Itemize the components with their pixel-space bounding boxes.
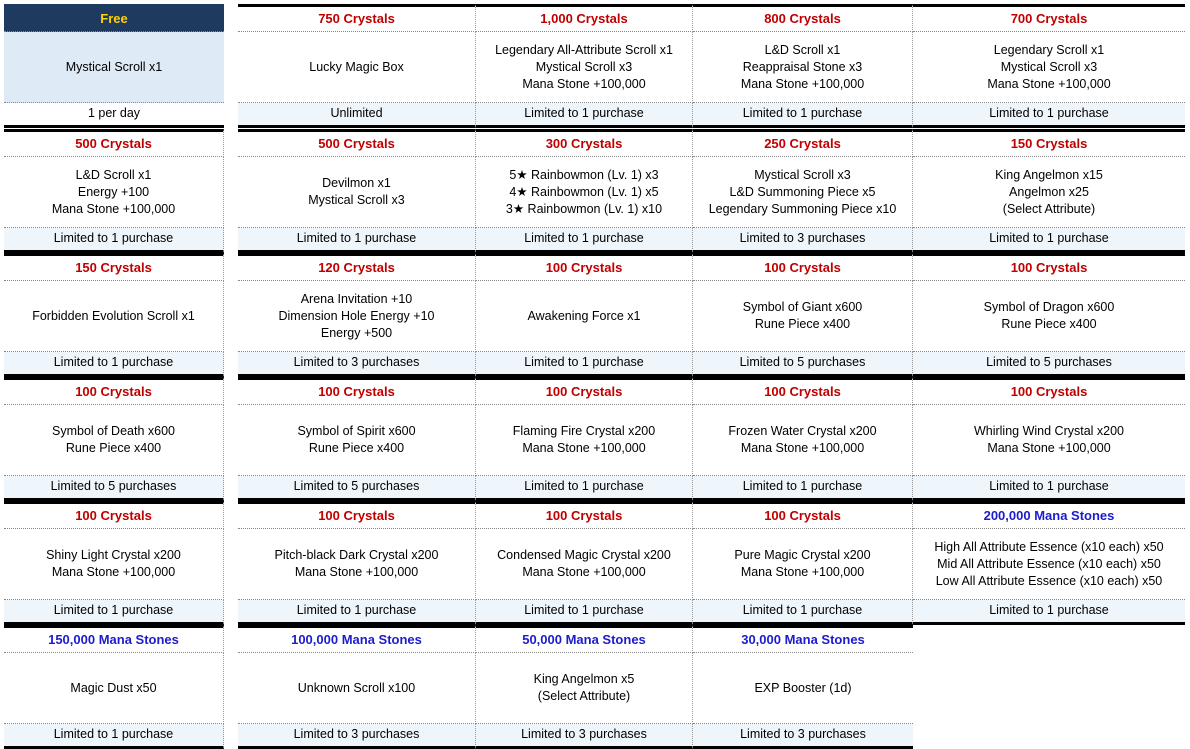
pack-content-line: Whirling Wind Crystal x200 [973,424,1125,438]
pack-contents [4,281,224,352]
pack-card [913,129,1185,253]
pack-content-line: Reappraisal Stone x3 [742,59,863,74]
pack-contents [913,32,1185,103]
pack-content-line: Symbol of Spirit x600 [297,424,416,438]
pack-content-line: Energy +100 [77,184,150,199]
pack-price: 100 Crystals [476,501,693,529]
pack-card [238,501,476,625]
pack-content-line: Mana Stone +100,000 [51,201,176,216]
pack-content-line: King Angelmon x5 [533,672,635,686]
pack-card [693,129,913,253]
pack-contents [4,32,224,103]
pack-contents [238,281,476,352]
pack-content-line: 4★ Rainbowmon (Lv. 1) x5 [509,184,659,199]
pack-content-line: Mystical Scroll x3 [1000,59,1098,74]
pack-card [4,501,224,625]
pack-purchase-limit: 1 per day [4,103,224,128]
pack-price: 150 Crystals [913,129,1185,157]
pack-price: 100 Crystals [913,377,1185,405]
pack-purchase-limit: Limited to 1 purchase [693,476,913,501]
pack-card [913,501,1185,625]
pack-card [4,4,224,128]
pack-price: 100 Crystals [4,377,224,405]
pack-content-line: Magic Dust x50 [70,680,157,695]
pack-price: 100 Crystals [476,253,693,281]
pack-price: 750 Crystals [238,4,476,32]
pack-card [238,129,476,253]
pack-purchase-limit: Limited to 3 purchases [693,724,913,749]
pack-card [4,377,224,501]
pack-content-line: Rune Piece x400 [754,317,851,331]
pack-contents [476,529,693,600]
pack-contents [693,529,913,600]
pack-card [4,625,224,749]
pack-card [913,377,1185,501]
pack-price: 100 Crystals [238,377,476,405]
pack-price: 100 Crystals [693,253,913,281]
pack-price: 300 Crystals [476,129,693,157]
pack-card [476,377,693,501]
pack-card [476,625,693,749]
pack-content-line: Mana Stone +100,000 [522,565,646,579]
pack-card [913,4,1185,128]
pack-content-line: Mystical Scroll x3 [535,59,633,74]
pack-price: 150 Crystals [4,253,224,281]
pack-content-line: Symbol of Dragon x600 [983,300,1115,314]
pack-purchase-limit: Limited to 1 purchase [4,228,224,253]
pack-content-line: Dimension Hole Energy +10 [278,308,435,323]
pack-purchase-limit: Unlimited [238,103,476,128]
pack-price: 100 Crystals [238,501,476,529]
pack-purchase-limit: Limited to 1 purchase [476,476,693,501]
pack-purchase-limit: Limited to 1 purchase [4,600,224,625]
pack-contents [476,653,693,724]
pack-content-line: Flaming Fire Crystal x200 [512,424,656,438]
pack-content-line: Mana Stone +100,000 [522,76,646,91]
pack-content-line: Mystical Scroll x1 [65,59,163,74]
pack-purchase-limit: Limited to 1 purchase [476,600,693,625]
pack-content-line: (Select Attribute) [537,689,631,703]
pack-price: 250 Crystals [693,129,913,157]
pack-contents [476,281,693,352]
pack-content-line: Mana Stone +100,000 [51,565,176,579]
pack-contents [913,405,1185,476]
pack-content-line: Mana Stone +100,000 [294,565,419,579]
pack-purchase-limit: Limited to 5 purchases [4,476,224,501]
pack-content-line: King Angelmon x15 [995,167,1103,182]
pack-contents [693,405,913,476]
pack-card [693,377,913,501]
pack-card [693,4,913,128]
pack-contents [238,405,476,476]
pack-purchase-limit: Limited to 1 purchase [4,352,224,377]
pack-content-line: Rune Piece x400 [65,441,162,455]
pack-content-line: L&D Scroll x1 [764,42,841,57]
pack-content-line: Angelmon x25 [1009,184,1089,199]
pack-content-line: Awakening Force x1 [527,308,641,323]
pack-purchase-limit: Limited to 1 purchase [913,228,1185,253]
pack-contents [913,281,1185,352]
pack-contents [693,653,913,724]
pack-purchase-limit: Limited to 1 purchase [913,600,1185,625]
pack-content-line: Mystical Scroll x3 [754,167,851,182]
pack-contents [693,157,913,228]
pack-card [238,253,476,377]
pack-content-line: Shiny Light Crystal x200 [46,548,181,562]
pack-contents [238,32,476,103]
pack-price: 1,000 Crystals [476,4,693,32]
pack-content-line: Mana Stone +100,000 [740,441,865,455]
pack-content-line: Mana Stone +100,000 [522,441,646,455]
pack-content-line: L&D Summoning Piece x5 [729,184,876,199]
pack-content-line: Legendary Scroll x1 [993,42,1105,57]
pack-content-line: Low All Attribute Essence (x10 each) x50 [935,573,1163,588]
pack-purchase-limit: Limited to 3 purchases [238,352,476,377]
pack-purchase-limit: Limited to 1 purchase [4,724,224,749]
pack-contents [238,529,476,600]
pack-contents [238,157,476,228]
pack-content-line: Symbol of Giant x600 [742,300,863,314]
pack-contents [913,529,1185,600]
pack-price: 50,000 Mana Stones [476,625,693,653]
pack-card [4,129,224,253]
pack-price: 100 Crystals [476,377,693,405]
pack-price: Free [4,4,224,32]
pack-purchase-limit: Limited to 1 purchase [693,600,913,625]
pack-purchase-limit: Limited to 3 purchases [476,724,693,749]
pack-price: 500 Crystals [238,129,476,157]
pack-content-line: Energy +500 [320,325,393,340]
pack-content-line: Symbol of Death x600 [52,424,175,438]
pack-content-line: Pure Magic Crystal x200 [734,548,871,562]
pack-contents [4,405,224,476]
pack-content-line: Mana Stone +100,000 [987,441,1111,455]
pack-content-line: Forbidden Evolution Scroll x1 [32,308,195,323]
pack-content-line: Unknown Scroll x100 [297,680,416,695]
pack-price: 800 Crystals [693,4,913,32]
pack-content-line: Mid All Attribute Essence (x10 each) x50 [937,556,1161,571]
pack-price: 700 Crystals [913,4,1185,32]
pack-content-line: Legendary Summoning Piece x10 [708,201,897,216]
pack-price: 100 Crystals [693,377,913,405]
pack-content-line: L&D Scroll x1 [75,167,152,182]
pack-contents [4,653,224,724]
pack-content-line: Devilmon x1 [322,176,391,190]
pack-content-line: Legendary All-Attribute Scroll x1 [495,42,673,57]
pack-purchase-limit: Limited to 1 purchase [476,103,693,128]
pack-card [913,253,1185,377]
pack-card [476,4,693,128]
pack-card [238,4,476,128]
pack-purchase-limit: Limited to 3 purchases [238,724,476,749]
pack-contents [4,157,224,228]
pack-purchase-limit: Limited to 1 purchase [476,352,693,377]
pack-contents [476,405,693,476]
pack-content-line: Lucky Magic Box [309,59,404,74]
pack-contents [693,32,913,103]
pack-content-line: Pitch-black Dark Crystal x200 [274,548,439,562]
pack-price: 200,000 Mana Stones [913,501,1185,529]
pack-price: 30,000 Mana Stones [693,625,913,653]
pack-content-line: Rune Piece x400 [1001,317,1097,331]
pack-content-line: (Select Attribute) [1002,201,1096,216]
pack-contents [913,157,1185,228]
pack-purchase-limit: Limited to 1 purchase [913,476,1185,501]
pack-content-line: Mana Stone +100,000 [740,565,865,579]
pack-card [476,129,693,253]
pack-purchase-limit: Limited to 1 purchase [476,228,693,253]
pack-card [238,625,476,749]
pack-purchase-limit: Limited to 1 purchase [693,103,913,128]
pack-content-line: EXP Booster (1d) [754,680,852,695]
pack-price: 100,000 Mana Stones [238,625,476,653]
pack-contents [476,157,693,228]
pack-contents [238,653,476,724]
pack-content-line: Frozen Water Crystal x200 [728,424,877,438]
pack-contents [693,281,913,352]
pack-purchase-limit: Limited to 1 purchase [913,103,1185,128]
pack-content-line: Mystical Scroll x3 [308,193,405,207]
pack-content-line: Arena Invitation +10 [300,291,413,306]
pack-card [693,501,913,625]
pack-content-line: 5★ Rainbowmon (Lv. 1) x3 [509,167,659,182]
pack-content-line: High All Attribute Essence (x10 each) x50 [934,539,1164,554]
pack-card [238,377,476,501]
pack-price: 100 Crystals [4,501,224,529]
pack-purchase-limit: Limited to 5 purchases [693,352,913,377]
pack-purchase-limit: Limited to 5 purchases [238,476,476,501]
pack-purchase-limit: Limited to 5 purchases [913,352,1185,377]
pack-price: 100 Crystals [693,501,913,529]
pack-content-line: Rune Piece x400 [308,441,405,455]
pack-price: 100 Crystals [913,253,1185,281]
pack-purchase-limit: Limited to 1 purchase [238,600,476,625]
pack-content-line: Condensed Magic Crystal x200 [497,548,671,562]
pack-contents [4,529,224,600]
pack-price: 500 Crystals [4,129,224,157]
pack-price: 150,000 Mana Stones [4,625,224,653]
pack-contents [476,32,693,103]
pack-purchase-limit: Limited to 3 purchases [693,228,913,253]
pack-card [4,253,224,377]
pack-card [476,253,693,377]
pack-content-line: Mana Stone +100,000 [740,76,865,91]
pack-content-line: 3★ Rainbowmon (Lv. 1) x10 [505,201,663,216]
pack-content-line: Mana Stone +100,000 [987,76,1111,91]
pack-card [476,501,693,625]
pack-purchase-limit: Limited to 1 purchase [238,228,476,253]
pack-price: 120 Crystals [238,253,476,281]
pack-card [693,253,913,377]
pack-card [693,625,913,749]
